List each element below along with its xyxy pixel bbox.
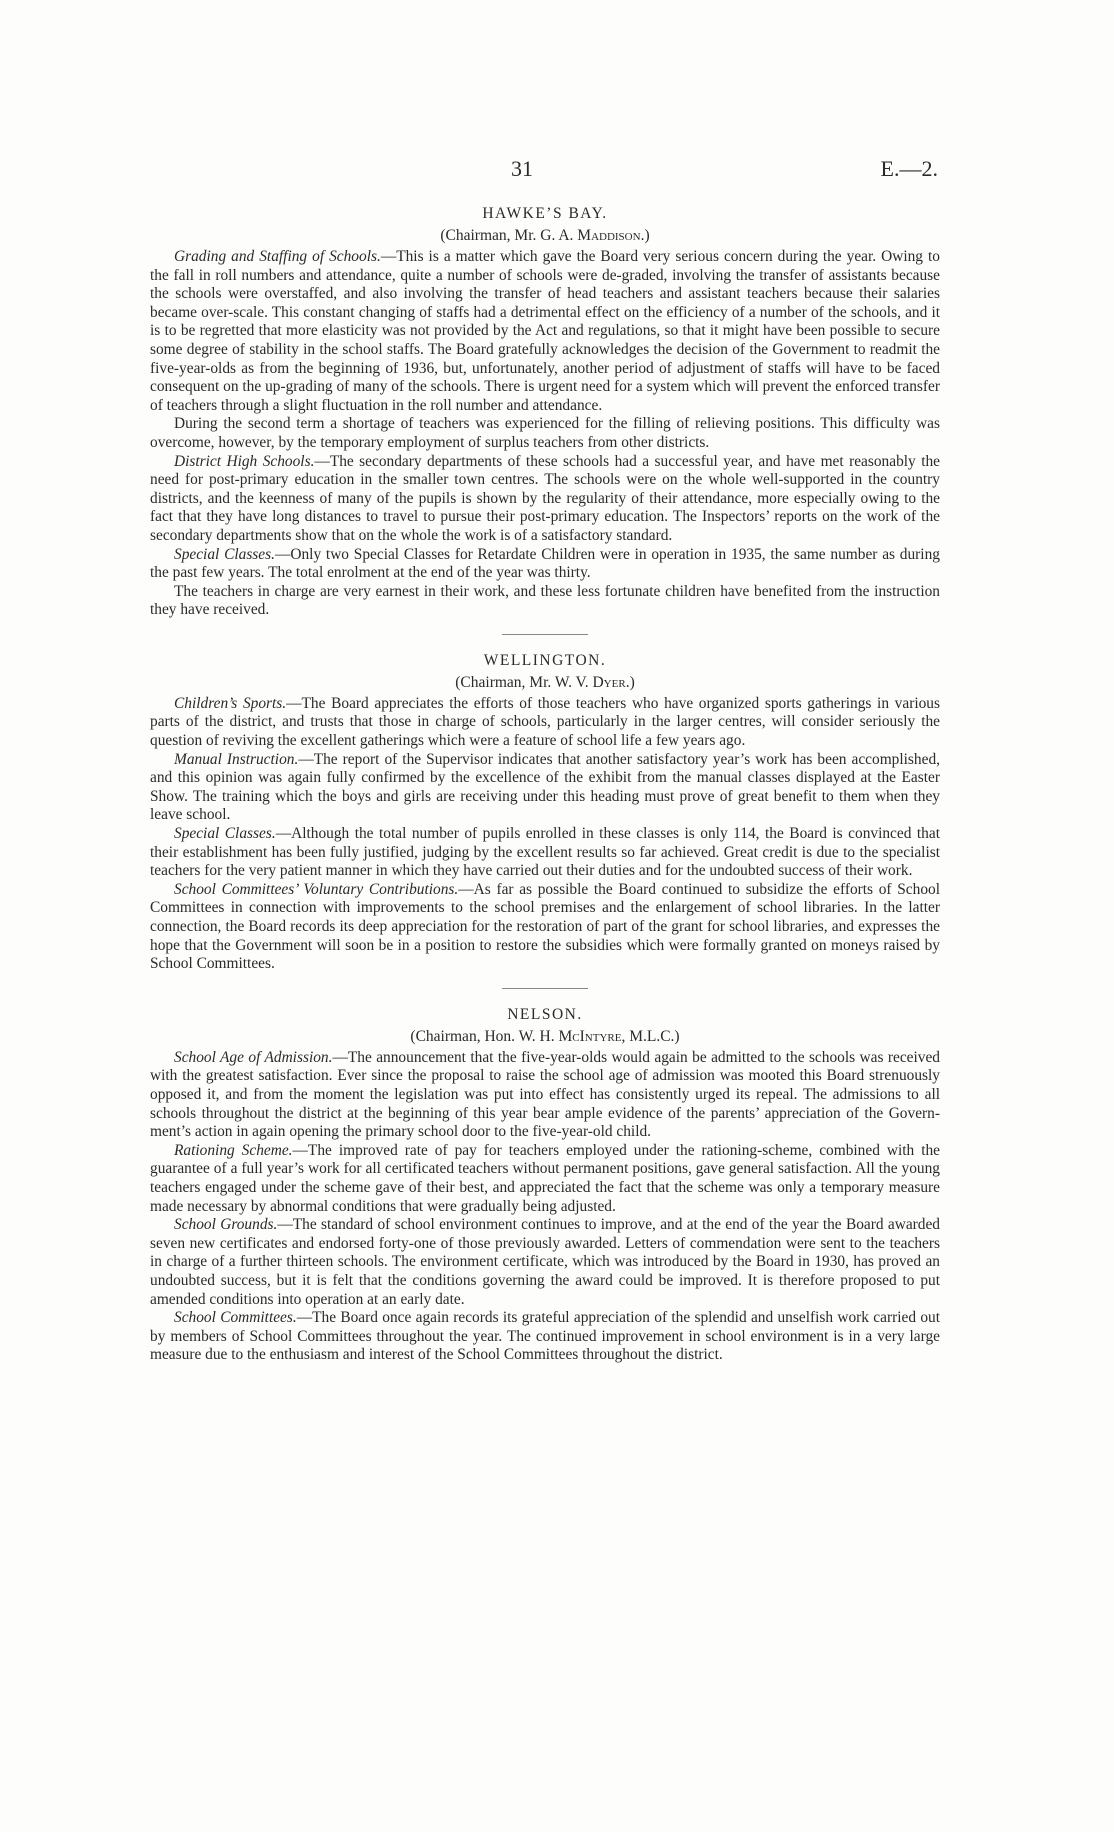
paragraph-heading: Grading and Staffing of Schools. <box>174 248 381 265</box>
section-divider <box>502 988 588 989</box>
chairman-line: (Chairman, Mr. G. A. Maddison.) <box>440 227 650 244</box>
page-header <box>0 156 1114 186</box>
paragraph-heading: Manual Instruction. <box>174 750 299 768</box>
paragraph-text: —The Board once again records its grateful appreciation of the splendid and unselfish work carried out by members of School Committees throughout the year. The continued improvement in school environment is in a very large measure due to the enthusiasm and interest of the School Committees throughout the district. <box>150 1309 940 1364</box>
section-title: NELSON. <box>507 1005 583 1023</box>
section-wellington <box>150 651 940 974</box>
paragraph-text: The teachers in charge are very earnest in their work, and these less fortunate children have benefited from the instruction they have received. <box>150 582 940 619</box>
paragraph-heading: Rationing Scheme. <box>174 1141 293 1159</box>
paragraph-text: —The Board appreciates the efforts of those teachers who have organized sports gatherings in various parts of the district, and trusts that those in charge of schools, particularly in the larger centres, will consider seriously the question of reviving the excellent gatherings which were a feature of school life a few years ago. <box>150 694 940 750</box>
chairman-line: (Chairman, Hon. W. H. McIntyre, M.L.C.) <box>410 1027 680 1045</box>
paragraph-text: —This is a matter which gave the Board very serious concern during the year. Owing to the fall in roll numbers and attendance, quite a number of schools were de-graded, involving the transfer of assistants because the schools were overstaffed, and also involving the transfer of head teachers and assistant teachers because their salaries became over-scale. This constant changing of staffs had a detrimental effect on the efficiency of a number of the schools, and it is to be regretted that more elasticity was not provided by the Act and regulations, so that it might have been possible to secure some degree of stability in the school staffs. The Board gratefully acknowledges the decision of the Government to readmit the five-year-olds as from the beginning of 1936, but, unfortunately, another period of adjustment of staffs will have to be faced consequent on the up-grading of many of the schools. There is urgent need for a system which will prevent the enforced transfer of teachers through a slight fluctuation in the roll number and attendance. <box>150 248 940 414</box>
paragraph <box>150 1142 940 1216</box>
paragraph-text: —As far as possible the Board continued to subsidize the efforts of School Committees in connection with improvements to the school premises and the enlargement of school libraries. In the latter connection, the Board records its deep appreciation for the restoration of part of the grant for school libraries, and expresses the hope that the Government will soon be in a position to restore the subsidies which were formally granted on moneys raised by School Committees. <box>150 880 940 973</box>
section-nelson <box>150 1005 940 1365</box>
paragraph-text: —The improved rate of pay for teachers employed under the rationing-scheme, combined with the guarantee of a full year’s work for all certificated teachers without permanent positions, gave general satisfaction. All the young teachers engaged under the scheme gave of their best, and appreciated the fact that the scheme was only a temporary measure made necessary by abnormal conditions that were gradually being adjusted. <box>150 1141 940 1215</box>
paragraph-text: —Only two Special Classes for Retardate Children were in operation in 1935, the same number as during the past few years. The total enrolment at the end of the year was thirty. <box>150 545 940 582</box>
paragraph <box>150 1216 940 1309</box>
document-body <box>150 204 940 1365</box>
section-divider <box>502 634 588 635</box>
paragraph <box>150 453 940 546</box>
paragraph-heading: District High Schools. <box>174 452 315 470</box>
page-number: 31 <box>511 156 533 181</box>
paragraph-heading: School Age of Admission. <box>174 1048 333 1066</box>
paragraph-text: —The announcement that the five-year-olds would again be admitted to the schools was received with the greatest satisfaction. Ever since the proposal to raise the school age of admission was mooted this Board strenuously opposed it, and from the moment the legislation was put into effect has consistently urged its repeal. The admissions to all schools throughout the district at the beginning of this year bear ample evidence of the parents’ appreciation of the Government’s action in again opening the primary school door to the five-year-old child. <box>150 1048 940 1141</box>
document-reference: E.—2. <box>880 156 938 181</box>
paragraph <box>150 248 940 415</box>
paragraph <box>150 1049 940 1142</box>
paragraph-heading: Children’s Sports. <box>174 694 287 712</box>
section-hawkes-bay <box>150 204 940 620</box>
paragraph <box>150 583 940 620</box>
paragraph-text: During the second term a shortage of teachers was experienced for the filling of relieving positions. This difficulty was overcome, however, by the temporary employment of surplus teachers from other districts. <box>150 415 940 451</box>
paragraph <box>150 825 940 881</box>
section-title: WELLINGTON. <box>483 651 607 669</box>
paragraph-text: —The standard of school environment continues to improve, and at the end of the year the Board awarded seven new certificates and endorsed forty-one of those previously awarded. Letters of commendation were sent to the teachers in charge of a further thirteen schools. The environment certificate, which was introduced by the Board in 1930, has proved an undoubted success, but it is felt that the conditions governing the award could be improved. It is therefore proposed to put amended conditions into operation at an early date. <box>150 1216 941 1308</box>
chairman-line: (Chairman, Mr. W. V. Dyer.) <box>455 673 635 691</box>
paragraph <box>150 881 940 974</box>
paragraph <box>150 1309 940 1365</box>
paragraph-text: —Although the total number of pupils enrolled in these classes is only 114, the Board is convinced that their establishment has been fully justified, judging by the excellent results so far achieved. Great credit is due to the specialist teachers for the very patient manner in which they have carried out their duties and for the undoubted success of their work. <box>150 825 940 880</box>
paragraph-heading: Special Classes. <box>174 825 276 843</box>
paragraph-heading: School Committees. <box>174 1309 297 1327</box>
paragraph-heading: School Grounds. <box>174 1216 278 1234</box>
section-title: HAWKE’S BAY. <box>482 205 608 222</box>
paragraph <box>150 751 940 825</box>
paragraph <box>150 415 940 452</box>
paragraph-text: —The secondary departments of these schools had a successful year, and have met reasonably the need for post-primary education in the smaller town centres. The schools were on the whole well-supported in the country districts, and the keenness of many of the pupils is shown by the regularity of their attendance, more especially owing to the fact that they have long distances to travel to pursue their post-primary education. The Inspectors’ reports on the work of the secondary departments show that on the whole the work is of a satisfactory standard. <box>150 452 940 544</box>
paragraph <box>150 695 940 751</box>
paragraph-heading: School Committees’ Voluntary Contributions. <box>174 880 459 898</box>
paragraph <box>150 546 940 583</box>
paragraph-heading: Special Classes. <box>174 545 275 563</box>
paragraph-text: —The report of the Supervisor indicates that another satisfactory year’s work has been accomplished, and this opinion was again fully confirmed by the excellence of the exhibit from the manual classes displayed at the Easter Show. The training which the boys and girls are receiving under this heading must prove of great benefit to them when they leave school. <box>150 750 940 824</box>
